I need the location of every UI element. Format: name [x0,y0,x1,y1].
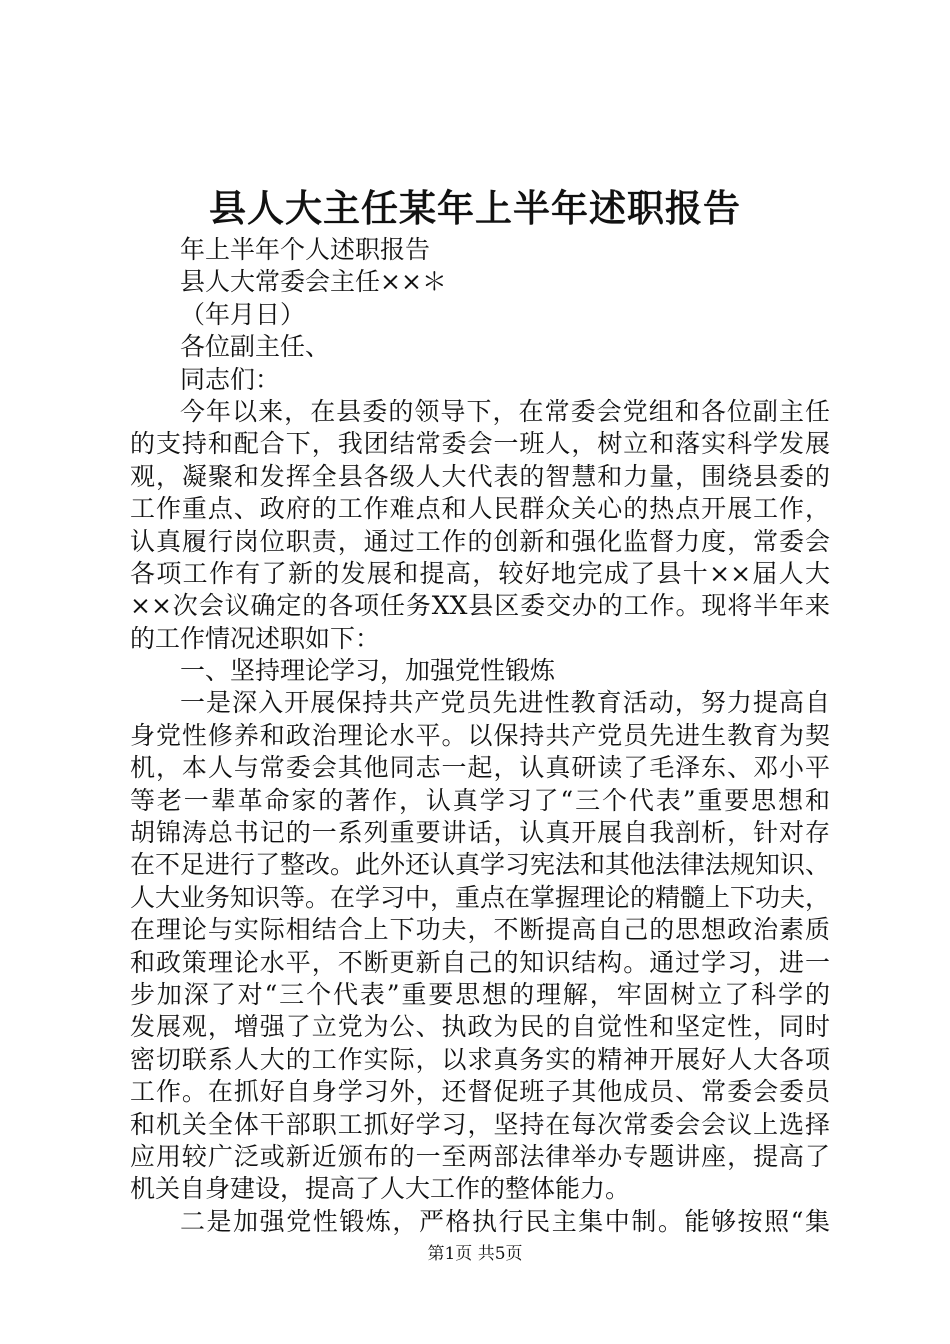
text-line: 年上半年个人述职报告 [180,235,431,264]
text-line: 机，本人与常委会其他同志一起，认真研读了毛泽东、邓小平 [130,753,830,783]
text-line: 步加深了对“三个代表”重要思想的理解，牢固树立了科学的 [130,979,830,1009]
text-line: 县人大常委会主任××＊ [180,267,447,297]
text-line: 一、坚持理论学习，加强党性锻炼 [180,656,556,686]
text-line: 各项工作有了新的发展和提高，较好地完成了县十××届人大 [130,558,830,588]
text-line: 一是深入开展保持共产党员先进性教育活动，努力提高自 [180,688,830,718]
text-line: ××次会议确定的各项任务XX县区委交办的工作。现将半年来 [130,591,830,621]
text-line: 密切联系人大的工作实际，以求真务实的精神开展好人大各项 [130,1044,830,1074]
text-line: 和机关全体干部职工抓好学习，坚持在每次常委会会议上选择 [130,1109,830,1139]
text-line: 各位副主任、 [180,332,331,362]
page-footer: 第1页 共5页 [427,1244,523,1264]
text-line: 今年以来，在县委的领导下，在常委会党组和各位副主任 [180,396,830,426]
text-line: 发展观，增强了立党为公、执政为民的自觉性和坚定性，同时 [130,1012,830,1042]
document-body [130,234,830,1238]
text-line: 身党性修养和政治理论水平。以保持共产党员先进生教育为契 [130,720,830,750]
text-line: 应用较广泛或新近颁布的一至两部法律举办专题讲座，提高了 [130,1141,830,1171]
text-line: 等老一辈革命家的著作，认真学习了“三个代表”重要思想和 [130,785,830,815]
text-line: 认真履行岗位职责，通过工作的创新和强化监督力度，常委会 [130,526,830,556]
text-line: 胡锦涛总书记的一系列重要讲话，认真开展自我剖析，针对存 [130,818,830,848]
text-line: 工作。在抓好自身学习外，还督促班子其他成员、常委会委员 [130,1077,830,1107]
text-line: 的支持和配合下，我团结常委会一班人，树立和落实科学发展 [130,429,830,459]
text-line: 二是加强党性锻炼，严格执行民主集中制。能够按照“集 [180,1206,830,1236]
text-line: 的工作情况述职如下： [130,623,381,653]
document-title: 县人大主任某年上半年述职报告 [209,186,741,230]
text-line: 在不足进行了整改。此外还认真学习宪法和其他法律法规知识、 [130,850,831,880]
text-line: 和政策理论水平，不断更新自己的知识结构。通过学习，进一 [130,947,830,977]
text-line: 人大业务知识等。在学习中，重点在掌握理论的精髓上下功夫， [130,882,831,912]
text-line: 机关自身建设，提高了人大工作的整体能力。 [130,1174,631,1204]
text-line: （年月日） [180,299,306,329]
text-line: 同志们： [180,364,281,394]
text-line: 在理论与实际相结合上下功夫，不断提高自己的思想政治素质 [130,915,830,945]
text-line: 观，凝聚和发挥全县各级人大代表的智慧和力量，围绕县委的 [130,461,830,491]
text-line: 工作重点、政府的工作难点和人民群众关心的热点开展工作， [130,494,830,524]
